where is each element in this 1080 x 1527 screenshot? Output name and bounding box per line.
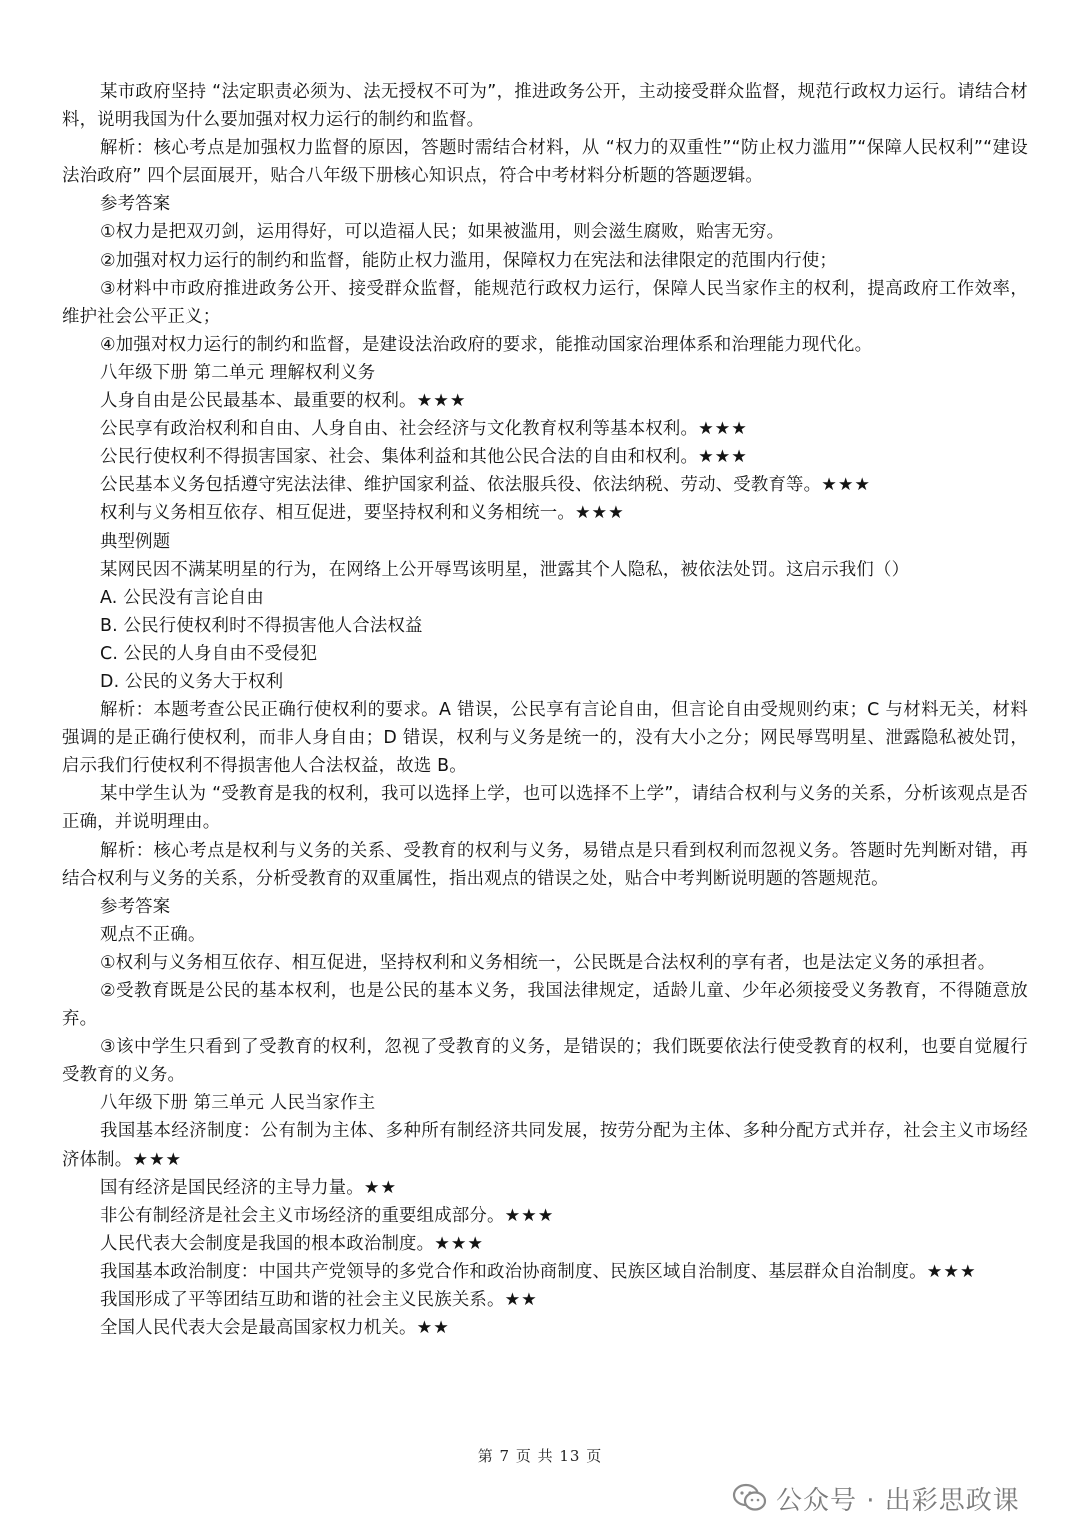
paragraph-text: 八年级下册 第三单元 人民当家作主 — [100, 1093, 376, 1114]
paragraph-text: 解析：核心考点是权利与义务的关系、受教育的权利与义务，易错点是只看到权利而忽视义务。答题时先判断对错，再结合权利与义务的关系，分析受教育的双重属性，指出观点的错误之处，贴合中考判断说明题的答题规范。 — [62, 840, 1028, 889]
page-footer: 第 7 页 共 13 页 — [477, 1447, 603, 1465]
paragraph-text: 解析：本题考查公民正确行使权利的要求。A 错误，公民享有言论自由，但言论自由受规则约束；C 与材料无关，材料强调的是正确行使权利，而非人身自由；D 错误，权利与义务是统一的，没有大小之分；网民辱骂明星、泄露隐私被处罚，启示我们行使权利不得损害他人合法权益，故选 B。 — [62, 700, 1028, 777]
paragraph-text: 公民享有政治权利和自由、人身自由、社会经济与文化教育权利等基本权利。 — [100, 419, 699, 440]
importance-stars: ★★★ — [416, 391, 467, 412]
paragraph-text: B. 公民行使权利时不得损害他人合法权益 — [100, 615, 423, 636]
paragraph — [62, 218, 1028, 246]
paragraph — [62, 556, 1028, 584]
paragraph — [62, 1117, 1028, 1173]
paragraph-text: 权利与义务相互依存、相互促进，要坚持权利和义务相统一。 — [100, 503, 575, 524]
paragraph — [62, 1174, 1028, 1202]
paragraph-text: ②加强对权力运行的制约和监督，能防止权力滥用，保障权力在宪法和法律限定的范围内行使； — [100, 250, 838, 271]
wechat-official-account-icon — [732, 1482, 768, 1514]
paragraph-text: 我国形成了平等团结互助和谐的社会主义民族关系。 — [100, 1290, 505, 1311]
paragraph-text: ①权利与义务相互依存、相互促进，坚持权利和义务相统一，公民既是合法权利的享有者，也是法定义务的承担者。 — [100, 952, 996, 973]
paragraph-text: 人民代表大会制度是我国的根本政治制度。 — [100, 1233, 435, 1254]
paragraph — [62, 1230, 1028, 1258]
paragraph — [62, 1202, 1028, 1230]
importance-stars: ★★★ — [821, 475, 872, 496]
paragraph-text: C. 公民的人身自由不受侵犯 — [100, 643, 318, 664]
paragraph — [62, 921, 1028, 949]
importance-stars: ★★★ — [132, 1149, 183, 1170]
paragraph — [62, 443, 1028, 471]
paragraph-text: ③材料中市政府推进政务公开、接受群众监督，能规范行政权力运行，保障人民当家作主的权利，提高政府工作效率，维护社会公平正义； — [62, 278, 1028, 327]
paragraph — [62, 190, 1028, 218]
paragraph-text: 参考答案 — [100, 896, 171, 917]
paragraph — [62, 584, 1028, 612]
paragraph-text: 八年级下册 第二单元 理解权利义务 — [100, 362, 376, 383]
importance-stars: ★★★ — [926, 1261, 977, 1282]
importance-stars: ★★★ — [574, 503, 625, 524]
importance-stars: ★★ — [416, 1318, 450, 1339]
paragraph — [62, 415, 1028, 443]
paragraph-text: ③该中学生只看到了受教育的权利，忽视了受教育的义务，是错误的；我们既要依法行使受教育的权利，也要自觉履行受教育的义务。 — [62, 1037, 1028, 1086]
paragraph — [62, 949, 1028, 977]
paragraph-text: 我国基本经济制度：公有制为主体、多种所有制经济共同发展，按劳分配为主体、多种分配方式并存，社会主义市场经济体制。 — [62, 1121, 1028, 1170]
paragraph-text: 解析：核心考点是加强权力监督的原因，答题时需结合材料，从 “权力的双重性”“防止权力滥用”“保障人民权利”“建设法治政府” 四个层面展开，贴合八年级下册核心知识点，符合中考材料分析题的答题逻辑。 — [62, 138, 1028, 187]
importance-stars: ★★ — [504, 1290, 538, 1311]
importance-stars: ★★★ — [434, 1233, 485, 1254]
paragraph — [62, 640, 1028, 668]
paragraph-text: 国有经济是国民经济的主导力量。 — [100, 1177, 364, 1198]
paragraph-text: A. 公民没有言论自由 — [100, 587, 264, 608]
paragraph-text: ④加强对权力运行的制约和监督，是建设法治政府的要求，能推动国家治理体系和治理能力现代化。 — [100, 334, 873, 355]
paragraph-text: D. 公民的义务大于权利 — [100, 671, 284, 692]
paragraph-text: 参考答案 — [100, 194, 171, 215]
paragraph — [62, 1258, 1028, 1286]
paragraph-text: 我国基本政治制度：中国共产党领导的多党合作和政治协商制度、民族区域自治制度、基层群众自治制度。 — [100, 1261, 927, 1282]
paragraph — [62, 977, 1028, 1033]
importance-stars: ★★★ — [504, 1205, 555, 1226]
paragraph — [62, 387, 1028, 415]
paragraph-text: 非公有制经济是社会主义市场经济的重要组成部分。 — [100, 1205, 505, 1226]
watermark — [732, 1478, 1020, 1518]
paragraph-text: ②受教育既是公民的基本权利，也是公民的基本义务，我国法律规定，适龄儿童、少年必须接受义务教育，不得随意放弃。 — [62, 981, 1028, 1030]
paragraph — [62, 837, 1028, 893]
paragraph — [62, 668, 1028, 696]
paragraph — [62, 499, 1028, 527]
importance-stars: ★★★ — [698, 447, 748, 468]
paragraph — [62, 275, 1028, 331]
paragraph-text: 全国人民代表大会是最高国家权力机关。 — [100, 1318, 417, 1339]
paragraph — [62, 134, 1028, 190]
importance-stars: ★★★ — [698, 419, 748, 440]
paragraph — [62, 1286, 1028, 1314]
paragraph — [62, 696, 1028, 780]
paragraph — [62, 331, 1028, 359]
paragraph-text: 某市政府坚持 “法定职责必须为、法无授权不可为”，推进政务公开，主动接受群众监督，规范行政权力运行。请结合材料，说明我国为什么要加强对权力运行的制约和监督。 — [62, 82, 1028, 131]
paragraph — [62, 780, 1028, 836]
paragraph-text: ①权力是把双刃剑，运用得好，可以造福人民；如果被滥用，则会滋生腐败，贻害无穷。 — [100, 222, 785, 243]
watermark-text: 公众号 · 出彩思政课 — [776, 1485, 1020, 1516]
paragraph — [62, 528, 1028, 556]
paragraph-text: 某网民因不满某明星的行为，在网络上公开辱骂该明星，泄露其个人隐私，被依法处罚。这启示我们（） — [100, 559, 910, 580]
paragraph — [62, 247, 1028, 275]
paragraph-text: 某中学生认为 “受教育是我的权利，我可以选择上学，也可以选择不上学”，请结合权利与义务的关系，分析该观点是否正确，并说明理由。 — [62, 784, 1028, 833]
paragraph-text: 观点不正确。 — [100, 924, 206, 945]
importance-stars: ★★ — [363, 1177, 398, 1198]
paragraph-text: 人身自由是公民最基本、最重要的权利。 — [100, 391, 417, 412]
paragraph — [62, 359, 1028, 387]
paragraph — [62, 893, 1028, 921]
paragraph — [62, 1033, 1028, 1089]
paragraph — [62, 1089, 1028, 1117]
paragraph-text: 典型例题 — [100, 531, 171, 552]
paragraph — [62, 612, 1028, 640]
paragraph-text: 公民行使权利不得损害国家、社会、集体利益和其他公民合法的自由和权利。 — [100, 447, 699, 468]
paragraph — [62, 78, 1028, 134]
paragraph — [62, 1314, 1028, 1342]
paragraph-text: 公民基本义务包括遵守宪法法律、维护国家利益、依法服兵役、依法纳税、劳动、受教育等。 — [100, 475, 822, 496]
document-body — [62, 78, 1028, 1342]
paragraph — [62, 471, 1028, 499]
